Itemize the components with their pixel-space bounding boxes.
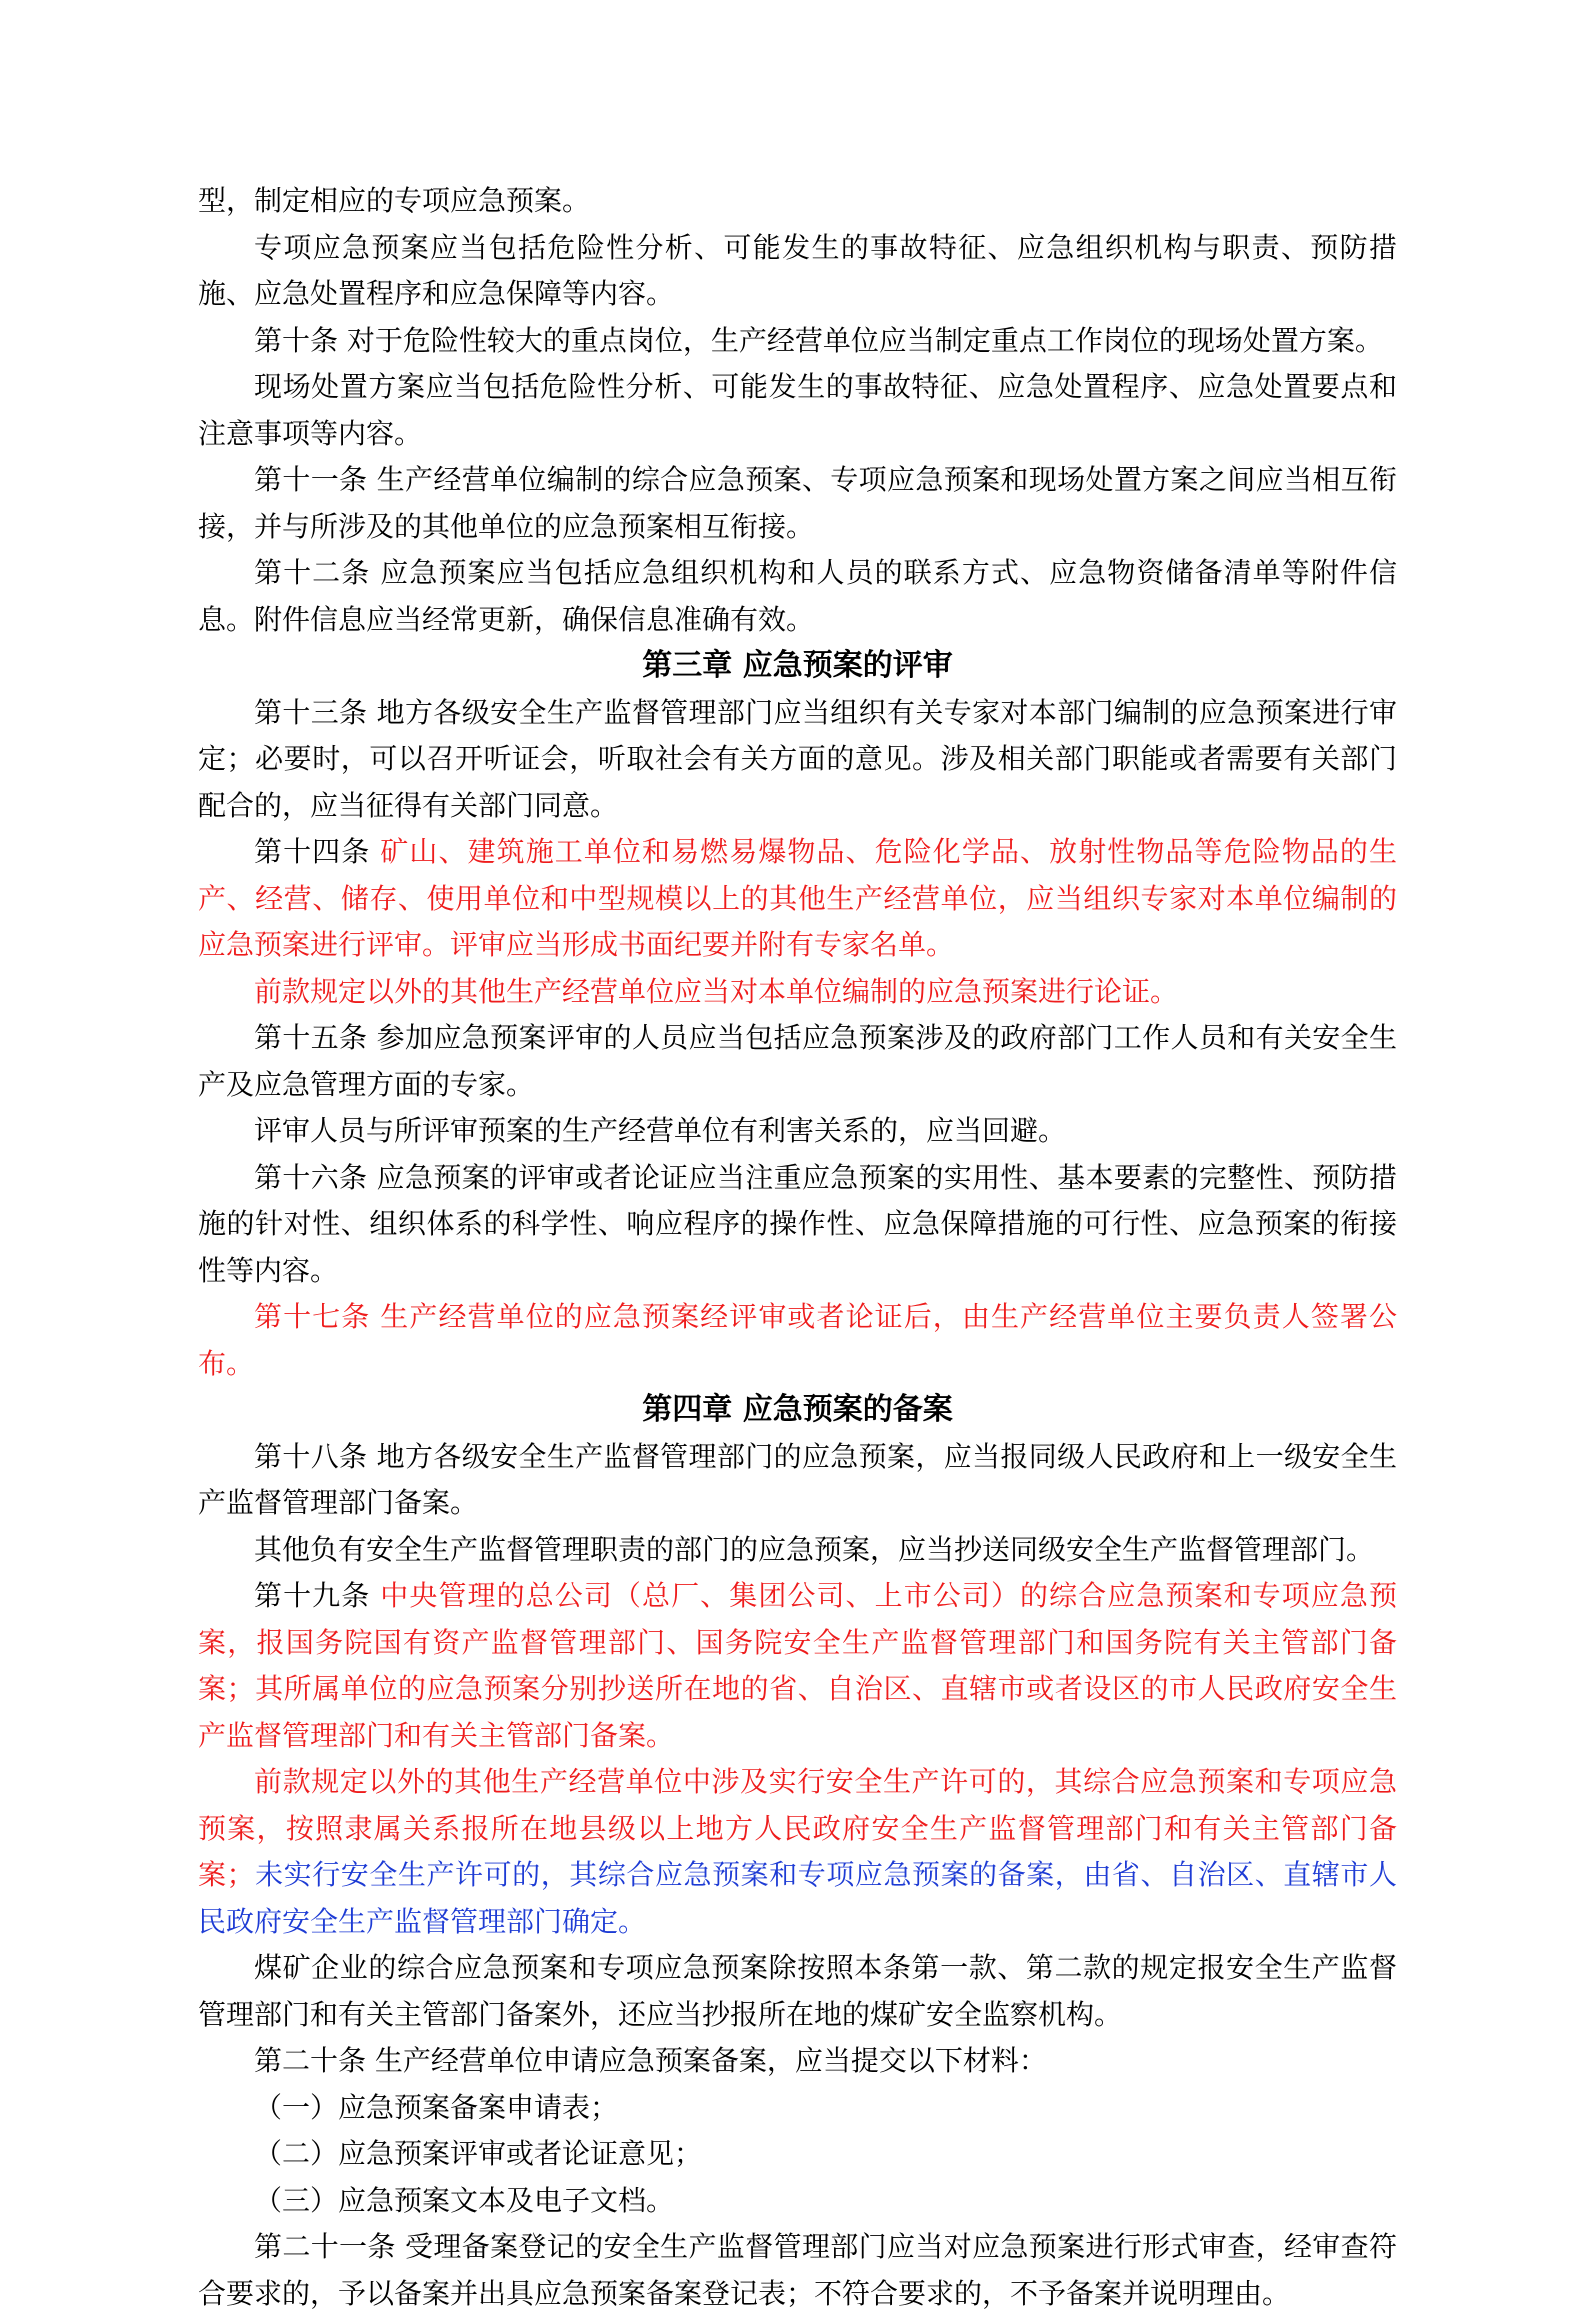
paragraph: 评审人员与所评审预案的生产经营单位有利害关系的，应当回避。 bbox=[254, 1114, 1067, 1147]
highlighted-text-red: 前款规定以外的其他生产经营单位中涉及实行安全生产许可的，其综合应急预案和专项应急预案，按照隶属关系报所在地县级以上地方人民政府安全生产监督管理部门和有关主管部门备案； bbox=[198, 1765, 1397, 1891]
article-15: 第十五条 参加应急预案评审的人员应当包括应急预案涉及的政府部门工作人员和有关安全生产及应急管理方面的专家。 bbox=[198, 1021, 1397, 1101]
paragraph: 专项应急预案应当包括危险性分析、可能发生的事故特征、应急组织机构与职责、预防措施、应急处置程序和应急保障等内容。 bbox=[198, 230, 1397, 310]
paragraph: 煤矿企业的综合应急预案和专项应急预案除按照本条第一款、第二款的规定报安全生产监督管理部门和有关主管部门备案外，还应当抄报所在地的煤矿安全监察机构。 bbox=[198, 1951, 1397, 2031]
paragraph: 型，制定相应的专项应急预案。 bbox=[198, 184, 591, 217]
article-11: 第十一条 生产经营单位编制的综合应急预案、专项应急预案和现场处置方案之间应当相互衔接，并与所涉及的其他单位的应急预案相互衔接。 bbox=[198, 463, 1397, 543]
article-17: 第十七条 生产经营单位的应急预案经评审或者论证后，由生产经营单位主要负责人签署公布。 bbox=[198, 1300, 1397, 1380]
article-16: 第十六条 应急预案的评审或者论证应当注重应急预案的实用性、基本要素的完整性、预防措施的针对性、组织体系的科学性、响应程序的操作性、应急保障措施的可行性、应急预案的衔接性等内容。 bbox=[198, 1160, 1397, 1287]
article-13: 第十三条 地方各级安全生产监督管理部门应当组织有关专家对本部门编制的应急预案进行审定；必要时，可以召开听证会，听取社会有关方面的意见。涉及相关部门职能或者需要有关部门配合的，应当征得有关部门同意。 bbox=[198, 695, 1397, 822]
list-item: （一）应急预案备案申请表； bbox=[254, 2090, 619, 2124]
article-number: 第十四条 bbox=[254, 835, 381, 868]
highlighted-text-red: 中央管理的总公司（总厂、集团公司、上市公司）的综合应急预案和专项应急预案，报国务院国有资产监督管理部门、国务院安全生产监督管理部门和国务院有关主管部门备案；其所属单位的应急预案分别抄送所在地的省、自治区、直辖市或者设区的市人民政府安全生产监督管理部门和有关主管部门备案。 bbox=[198, 1579, 1397, 1752]
article-10: 第十条 对于危险性较大的重点岗位，生产经营单位应当制定重点工作岗位的现场处置方案。 bbox=[254, 323, 1383, 357]
article-12: 第十二条 应急预案应当包括应急组织机构和人员的联系方式、应急物资储备清单等附件信息。附件信息应当经常更新，确保信息准确有效。 bbox=[198, 556, 1397, 636]
article-21: 第二十一条 受理备案登记的安全生产监督管理部门应当对应急预案进行形式审查，经审查符合要求的，予以备案并出具应急预案备案登记表；不符合要求的，不予备案并说明理由。 bbox=[198, 2230, 1397, 2310]
chapter-3-heading: 第三章 应急预案的评审 bbox=[642, 648, 953, 683]
article-number: 第十九条 bbox=[254, 1579, 381, 1612]
paragraph bbox=[198, 1759, 1397, 1945]
highlighted-paragraph-red: 前款规定以外的其他生产经营单位应当对本单位编制的应急预案进行论证。 bbox=[254, 974, 1179, 1008]
chapter-4-heading: 第四章 应急预案的备案 bbox=[642, 1392, 953, 1427]
list-item: （三）应急预案文本及电子文档。 bbox=[254, 2183, 675, 2217]
paragraph: 其他负有安全生产监督管理职责的部门的应急预案，应当抄送同级安全生产监督管理部门。 bbox=[254, 1532, 1375, 1566]
article-18: 第十八条 地方各级安全生产监督管理部门的应急预案，应当报同级人民政府和上一级安全生产监督管理部门备案。 bbox=[198, 1439, 1397, 1519]
highlighted-text-blue: 未实行安全生产许可的，其综合应急预案和专项应急预案的备案，由省、自治区、直辖市人民政府安全生产监督管理部门确定。 bbox=[198, 1858, 1397, 1938]
list-item: （二）应急预案评审或者论证意见； bbox=[254, 2137, 703, 2170]
highlighted-text-red: 矿山、建筑施工单位和易燃易爆物品、危险化学品、放射性物品等危险物品的生产、经营、储存、使用单位和中型规模以上的其他生产经营单位，应当组织专家对本单位编制的应急预案进行评审。评审应当形成书面纪要并附有专家名单。 bbox=[198, 835, 1397, 961]
article-14 bbox=[198, 829, 1397, 969]
article-20: 第二十条 生产经营单位申请应急预案备案，应当提交以下材料： bbox=[254, 2044, 1047, 2077]
paragraph: 现场处置方案应当包括危险性分析、可能发生的事故特征、应急处置程序、应急处置要点和注意事项等内容。 bbox=[198, 370, 1397, 450]
article-19 bbox=[198, 1573, 1397, 1759]
